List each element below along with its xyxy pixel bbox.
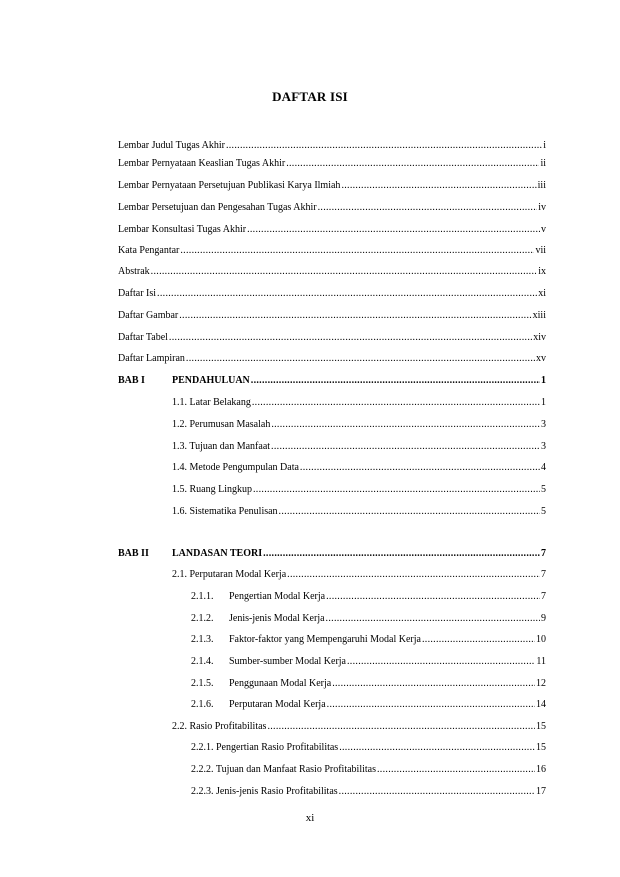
toc-entry-label: Faktor-faktor yang Mempengaruhi Modal Kerja: [229, 634, 421, 645]
toc-entry: [191, 785, 546, 799]
toc-entry: [172, 418, 546, 432]
toc-entry-page: 5: [541, 484, 546, 495]
leader-dots: [247, 223, 540, 237]
toc-entry-page: 16: [536, 764, 546, 775]
leader-dots: [253, 483, 540, 497]
leader-dots: [347, 655, 535, 669]
page-number: xi: [305, 812, 315, 824]
toc-entry: [191, 698, 546, 712]
toc-entry-page: 17: [536, 786, 546, 797]
leader-dots: [169, 331, 532, 345]
toc-entry-page: 1: [541, 375, 546, 386]
toc-entry-label: Daftar Gambar: [118, 310, 179, 321]
section-number: 2.1.2.: [191, 613, 214, 624]
toc-entry-label: 2.2.2. Tujuan dan Manfaat Rasio Profitabilitas: [191, 764, 376, 775]
toc-entry-page: 11: [536, 656, 546, 667]
toc-entry: [172, 505, 546, 519]
toc-entry-label: 1.6. Sistematika Penulisan: [172, 506, 278, 517]
leader-dots: [186, 352, 535, 366]
toc-entry-label: 1.1. Latar Belakang: [172, 397, 251, 408]
toc-entry-label: Daftar Tabel: [118, 332, 168, 343]
toc-entry: [172, 396, 546, 410]
toc-entry-label: 1.5. Ruang Lingkup: [172, 484, 252, 495]
toc-entry-page: xiii: [532, 310, 546, 321]
chapter-title: PENDAHULUAN: [172, 375, 250, 386]
toc-entry: [118, 201, 546, 215]
chapter-heading: [118, 374, 546, 388]
toc-entry: [191, 677, 546, 691]
leader-dots: [180, 244, 534, 258]
leader-dots: [279, 505, 540, 519]
section-number: 2.1.6.: [191, 699, 214, 710]
toc-entry-label: Lembar Pernyataan Keaslian Tugas Akhir: [118, 158, 286, 169]
toc-entry: [172, 568, 546, 582]
toc-entry-label: Penggunaan Modal Kerja: [229, 678, 332, 689]
toc-entry-page: 10: [536, 634, 546, 645]
leader-dots: [327, 698, 535, 712]
toc-entry: [172, 440, 546, 454]
toc-entry-page: xi: [538, 288, 546, 299]
toc-entry-page: i: [543, 140, 546, 151]
toc-entry-label: 2.2.1. Pengertian Rasio Profitabilitas: [191, 742, 339, 753]
toc-entry-label: 2.2.3. Jenis-jenis Rasio Profitabilitas: [191, 786, 338, 797]
leader-dots: [339, 785, 535, 799]
toc-entry-label: Kata Pengantar: [118, 245, 180, 256]
toc-entry: [118, 139, 546, 153]
toc-entry-label: Sumber-sumber Modal Kerja: [229, 656, 346, 667]
toc-entry-label: 1.4. Metode Pengumpulan Data: [172, 462, 299, 473]
leader-dots: [271, 440, 540, 454]
toc-entry-page: 5: [541, 506, 546, 517]
toc-entry-page: 7: [541, 591, 546, 602]
leader-dots: [286, 157, 539, 171]
section-number: 2.1.5.: [191, 678, 214, 689]
toc-entry-label: Perputaran Modal Kerja: [229, 699, 326, 710]
section-number: 2.1.4.: [191, 656, 214, 667]
leader-dots: [422, 633, 535, 647]
toc-entry-page: 12: [536, 678, 546, 689]
leader-dots: [377, 763, 535, 777]
leader-dots: [318, 201, 538, 215]
toc-entry-page: ii: [540, 158, 546, 169]
toc-entry-page: 1: [541, 397, 546, 408]
leader-dots: [226, 139, 542, 153]
toc-entry: [118, 287, 546, 301]
leader-dots: [339, 741, 535, 755]
toc-entry: [172, 461, 546, 475]
chapter-number: BAB II: [118, 548, 149, 559]
toc-entry: [191, 741, 546, 755]
toc-entry: [118, 179, 546, 193]
toc-entry-page: v: [541, 224, 546, 235]
toc-entry: [172, 720, 546, 734]
toc-entry: [118, 265, 546, 279]
toc-entry-label: Lembar Judul Tugas Akhir: [118, 140, 225, 151]
toc-entry-page: 9: [541, 613, 546, 624]
toc-entry-page: xv: [536, 353, 546, 364]
leader-dots: [252, 396, 540, 410]
leader-dots: [326, 612, 540, 626]
chapter-title: LANDASAN TEORI: [172, 548, 263, 559]
section-number: 2.1.3.: [191, 634, 214, 645]
toc-entry-label: 1.3. Tujuan dan Manfaat: [172, 441, 271, 452]
toc-entry-label: Lembar Konsultasi Tugas Akhir: [118, 224, 247, 235]
leader-dots: [179, 309, 531, 323]
toc-entry: [191, 655, 546, 669]
leader-dots: [341, 179, 536, 193]
toc-entry: [191, 590, 546, 604]
toc-entry-label: 1.2. Perumusan Masalah: [172, 419, 271, 430]
toc-entry: [118, 157, 546, 171]
section-number: 2.1.1.: [191, 591, 214, 602]
chapter-heading: [118, 547, 546, 561]
toc-entry-page: 7: [541, 569, 546, 580]
toc-entry-label: 2.1. Perputaran Modal Kerja: [172, 569, 287, 580]
toc-entry-label: Lembar Pernyataan Persetujuan Publikasi Karya Ilmiah: [118, 180, 341, 191]
toc-entry: [191, 633, 546, 647]
toc-entry-page: xiv: [533, 332, 546, 343]
leader-dots: [300, 461, 540, 475]
toc-entry-label: Daftar Isi: [118, 288, 157, 299]
toc-entry: [118, 309, 546, 323]
toc-entry: [118, 244, 546, 258]
leader-dots: [287, 568, 540, 582]
toc-entry: [118, 223, 546, 237]
toc-entry-page: 14: [536, 699, 546, 710]
toc-entry-page: iv: [538, 202, 546, 213]
leader-dots: [263, 547, 540, 561]
toc-entry-label: 2.2. Rasio Profitabilitas: [172, 721, 267, 732]
leader-dots: [332, 677, 535, 691]
leader-dots: [151, 265, 538, 279]
leader-dots: [326, 590, 540, 604]
toc-entry-page: 15: [536, 742, 546, 753]
toc-entry-label: Pengertian Modal Kerja: [229, 591, 326, 602]
toc-entry-page: 3: [541, 419, 546, 430]
toc-entry-label: Daftar Lampiran: [118, 353, 185, 364]
toc-entry-label: Lembar Persetujuan dan Pengesahan Tugas Akhir: [118, 202, 317, 213]
toc-entry-page: 7: [541, 548, 546, 559]
leader-dots: [267, 720, 535, 734]
toc-entry-page: 4: [541, 462, 546, 473]
chapter-number: BAB I: [118, 375, 145, 386]
toc-entry-page: ix: [538, 266, 546, 277]
leader-dots: [157, 287, 537, 301]
page-title: DAFTAR ISI: [272, 89, 348, 104]
toc-entry-label: Abstrak: [118, 266, 150, 277]
toc-entry-page: iii: [537, 180, 546, 191]
toc-entry-page: 15: [536, 721, 546, 732]
toc-entry-label: Jenis-jenis Modal Kerja: [229, 613, 325, 624]
toc-entry: [118, 352, 546, 366]
toc-entry: [118, 331, 546, 345]
toc-entry: [191, 612, 546, 626]
leader-dots: [251, 374, 540, 388]
toc-entry: [191, 763, 546, 777]
toc-entry-page: vii: [535, 245, 546, 256]
toc-entry: [172, 483, 546, 497]
leader-dots: [271, 418, 540, 432]
toc-entry-page: 3: [541, 441, 546, 452]
